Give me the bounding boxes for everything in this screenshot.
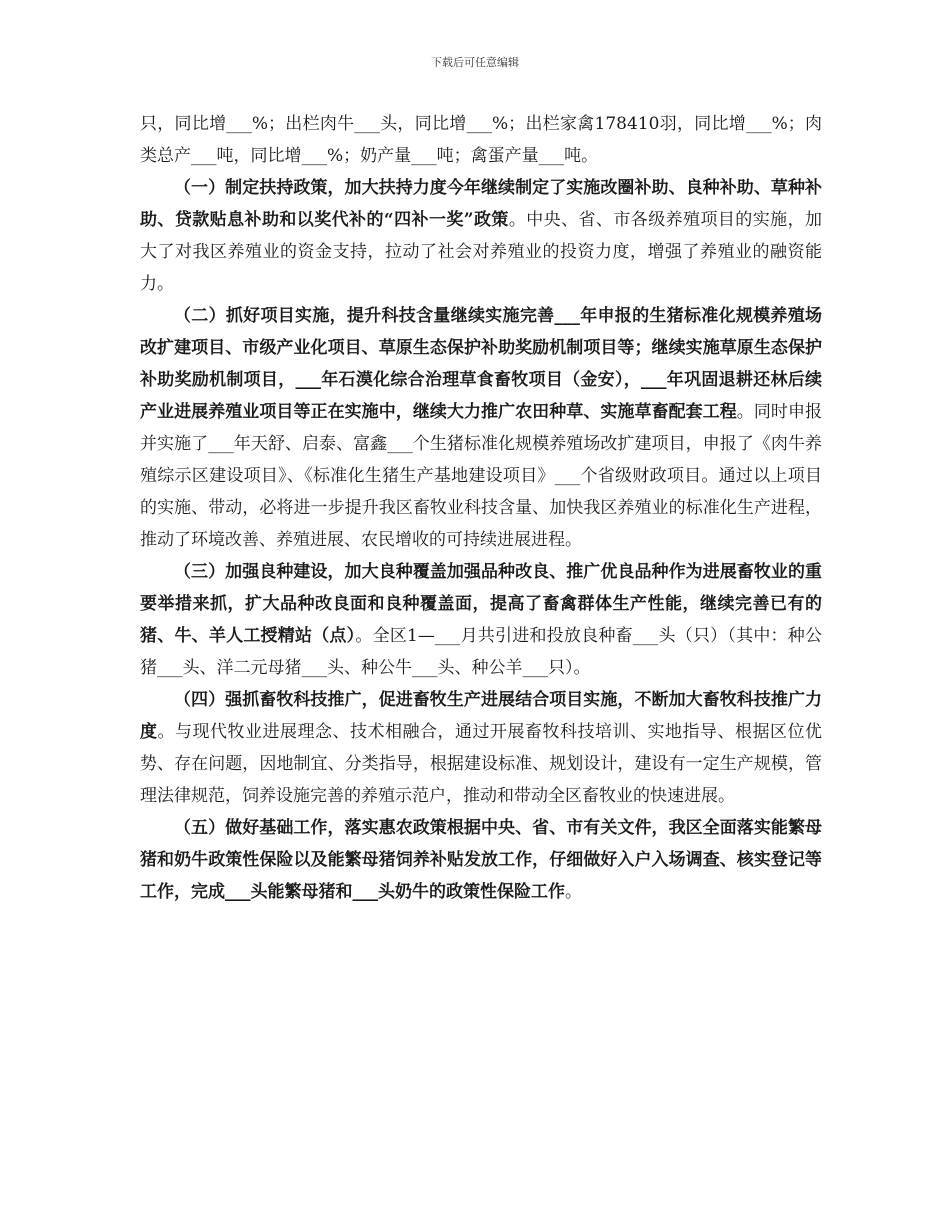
section-1-text: 。中央、省、市各级养殖项目的实施，加大了对我区养殖业的资金支持，拉动了社会对养殖业的投资力度，增强了养殖业的融资能力。: [140, 210, 822, 294]
section-4-paragraph: [140, 684, 822, 812]
section-5-text: 。: [565, 882, 582, 902]
section-1-heading: （一）制定扶持政策，加大扶持力度今年继续制定了实施改圈补助、良种补助、草种补助、贷款贴息补助和以奖代补的“四补一奖”政策: [140, 178, 822, 230]
section-5-paragraph: [140, 812, 822, 908]
section-3-paragraph: [140, 556, 822, 684]
section-2-text: 。同时申报并实施了___年天舒、启泰、富鑫___个生猪标准化规模养殖场改扩建项目，申报了《肉牛养殖综示区建设项目》、《标准化生猪生产基地建设项目》___个省级财政项目。通过以上项目的实施、带动，必将进一步提升我区畜牧业科技含量、加快我区养殖业的标准化生产进程，推动了环境改善、养殖进展、农民增收的可持续进展进程。: [140, 402, 823, 550]
section-4-heading: （四）强抓畜牧科技推广，促进畜牧生产进展结合项目实施，不断加大畜牧科技推广力度: [140, 690, 822, 742]
section-2-heading: （二）抓好项目实施，提升科技含量继续实施完善___年申报的生猪标准化规模养殖场改扩建项目、市级产业化项目、草原生态保护补助奖励机制项目等；继续实施草原生态保护补助奖励机制项目，___年石漠化综合治理草食畜牧项目（金安），___年巩固退耕还林后续产业进展养殖业项目等正在实施中，继续大力推广农田种草、实施草畜配套工程: [140, 306, 822, 422]
intro-paragraph: 只，同比增___%；出栏肉牛___头，同比增___%；出栏家禽178410羽，同比增___%；肉类总产___吨，同比增___%；奶产量___吨；禽蛋产量___吨。: [140, 114, 822, 166]
document-body: [140, 108, 822, 908]
section-3-text: 。全区1—___月共引进和投放良种畜___头（只）（其中：种公猪___头、洋二元母猪___头、种公牛___头、种公羊___只）。: [140, 626, 822, 678]
section-1-paragraph: [140, 172, 822, 300]
section-3-heading: （三）加强良种建设，加大良种覆盖加强品种改良、推广优良品种作为进展畜牧业的重要举措来抓，扩大品种改良面和良种覆盖面，提高了畜禽群体生产性能，继续完善已有的猪、牛、羊人工授精站（点）: [140, 562, 822, 646]
section-4-text: 。与现代牧业进展理念、技术相融合，通过开展畜牧科技培训、实地指导、根据区位优势、存在问题，因地制宜、分类指导，根据建设标准、规划设计，建设有一定生产规模，管理法律规范，饲养设施完善的养殖示范户，推动和带动全区畜牧业的快速进展。: [140, 722, 822, 806]
section-5-heading: （五）做好基础工作，落实惠农政策根据中央、省、市有关文件，我区全面落实能繁母猪和奶牛政策性保险以及能繁母猪饲养补贴发放工作，仔细做好入户入场调查、核实登记等工作，完成___头能繁母猪和___头奶牛的政策性保险工作: [140, 818, 822, 902]
page-header: 下载后可任意编辑: [431, 56, 519, 69]
section-2-paragraph: [140, 300, 822, 556]
